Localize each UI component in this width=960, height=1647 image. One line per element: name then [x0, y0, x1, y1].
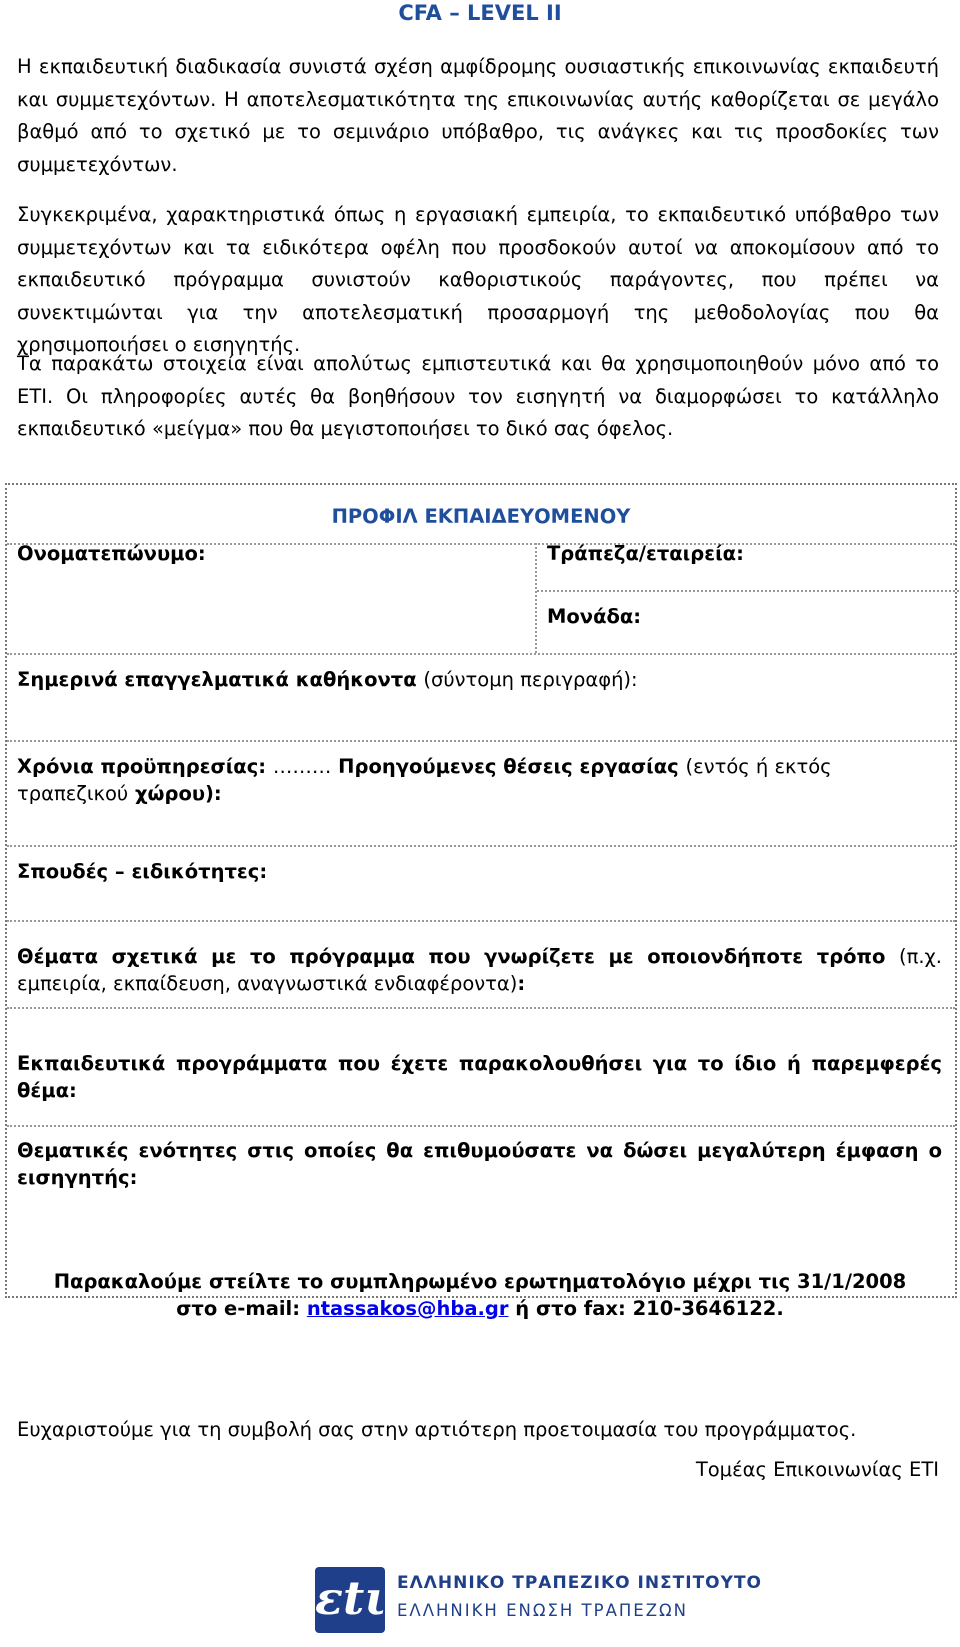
eti-logo: [315, 1567, 762, 1633]
years-dots: ………: [272, 755, 332, 778]
topics-label-note: (π.χ. εμπειρία, εκπαίδευση, αναγνωστικά ενδιαφέροντα): [17, 945, 942, 995]
emphasis-field-label[interactable]: Θεματικές ενότητες στις οποίες θα επιθυμούσατε να δώσει μεγαλύτερη έμφαση ο εισηγητής:: [17, 1139, 942, 1189]
duties-label-note: (σύντομη περιγραφή):: [423, 668, 638, 691]
thank-you-text: Ευχαριστούμε για τη συμβολή σας στην αρτιότερη προετοιμασία του προγράμματος.: [17, 1418, 857, 1441]
logo-line-1: ΕΛΛΗΝΙΚΟ ΤΡΑΠΕΖΙΚΟ ΙΝΣΤΙΤΟΥΤΟ: [397, 1573, 762, 1593]
previous-positions-label: Προηγούμενες θέσεις εργασίας: [338, 755, 679, 778]
bank-field-label[interactable]: Τράπεζα/εταιρεία:: [547, 542, 744, 565]
contact-prefix: στο e-mail:: [176, 1297, 307, 1320]
row-divider: [7, 845, 955, 847]
row-divider: [7, 740, 955, 742]
row-divider: [7, 920, 955, 922]
topics-field-label[interactable]: [17, 943, 942, 997]
column-divider: [535, 543, 537, 653]
contact-fax: ή στο fax: 210-3646122.: [508, 1297, 784, 1320]
experience-field-label[interactable]: [17, 753, 942, 807]
intro-paragraph-2: Συγκεκριμένα, χαρακτηριστικά όπως η εργασιακή εμπειρία, το εκπαιδευτικό υπόβαθρο των συμμετεχόντων και τα ειδικότερα οφέλη που προσδοκούν αυτοί να αποκομίσουν από το εκπαιδευτικό πρόγραμμα συνιστούν καθοριστικούς παράγοντες, που πρέπει να συνεκτιμώνται για την αποτελεσματική προσαρμογή της μεθοδολογίας που θα χρησιμοποιήσει ο εισηγητής.: [17, 203, 939, 356]
row-divider: [537, 590, 959, 592]
previous-positions-note: (εντός ή εκτός τραπεζικού: [17, 755, 832, 805]
logo-line-2: ΕΛΛΗΝΙΚΗ ΕΝΩΣΗ ΤΡΑΠΕΖΩΝ: [397, 1601, 688, 1620]
trainee-profile-form: [5, 483, 957, 1298]
duties-field-label[interactable]: [17, 666, 638, 693]
duties-label-bold: Σημερινά επαγγελματικά καθήκοντα: [17, 668, 417, 691]
document-title: CFA – LEVEL II: [398, 1, 562, 25]
topics-label-end: :: [517, 972, 526, 995]
email-link[interactable]: ntassakos@hba.gr: [306, 1297, 509, 1320]
deadline-notice: Παρακαλούμε στείλτε το συμπληρωμένο ερωτηματολόγιο μέχρι τις 31/1/2008: [53, 1270, 907, 1293]
name-field-label[interactable]: Ονοματεπώνυμο:: [17, 542, 206, 565]
intro-paragraph-1: Η εκπαιδευτική διαδικασία συνιστά σχέση αμφίδρομης ουσιαστικής επικοινωνίας εκπαιδευτή και συμμετεχόντων. Η αποτελεσματικότητα της επικοινωνίας αυτής καθορίζεται σε μεγάλο βαθμό από το σχετικό με το σεμινάριο υπόβαθρο, τις ανάγκες και τις προσδοκίες των συμμετεχόντων.: [17, 55, 939, 176]
signature-text: Τομέας Επικοινωνίας ΕΤΙ: [695, 1458, 939, 1481]
row-divider: [7, 1007, 955, 1009]
unit-field-label[interactable]: Μονάδα:: [547, 605, 642, 628]
row-divider: [7, 1125, 955, 1127]
programs-field-label[interactable]: Εκπαιδευτικά προγράμματα που έχετε παρακολουθήσει για το ίδιο ή παρεμφερές θέμα:: [17, 1052, 942, 1102]
years-label: Χρόνια προϋπηρεσίας:: [17, 755, 267, 778]
contact-line: [0, 1295, 960, 1322]
form-title: ΠΡΟΦΙΛ ΕΚΠΑΙΔΕΥΟΜΕΝΟΥ: [331, 505, 631, 528]
studies-field-label[interactable]: Σπουδές – ειδικότητες:: [17, 860, 268, 883]
eti-logo-mark: εtι: [315, 1567, 385, 1633]
intro-paragraph-3: Τα παρακάτω στοιχεία είναι απολύτως εμπιστευτικά και θα χρησιμοποιηθούν μόνο από το ΕΤΙ. Οι πληροφορίες αυτές θα βοηθήσουν τον εισηγητή να διαμορφώσει το κατάλληλο εκπαιδευτικό «μείγμα» που θα μεγιστοποιήσει το δικό σας όφελος.: [17, 352, 939, 440]
row-divider: [7, 653, 955, 655]
previous-positions-end: χώρου):: [134, 782, 222, 805]
topics-label-bold: Θέματα σχετικά με το πρόγραμμα που γνωρίζετε με οποιονδήποτε τρόπο: [17, 945, 886, 968]
